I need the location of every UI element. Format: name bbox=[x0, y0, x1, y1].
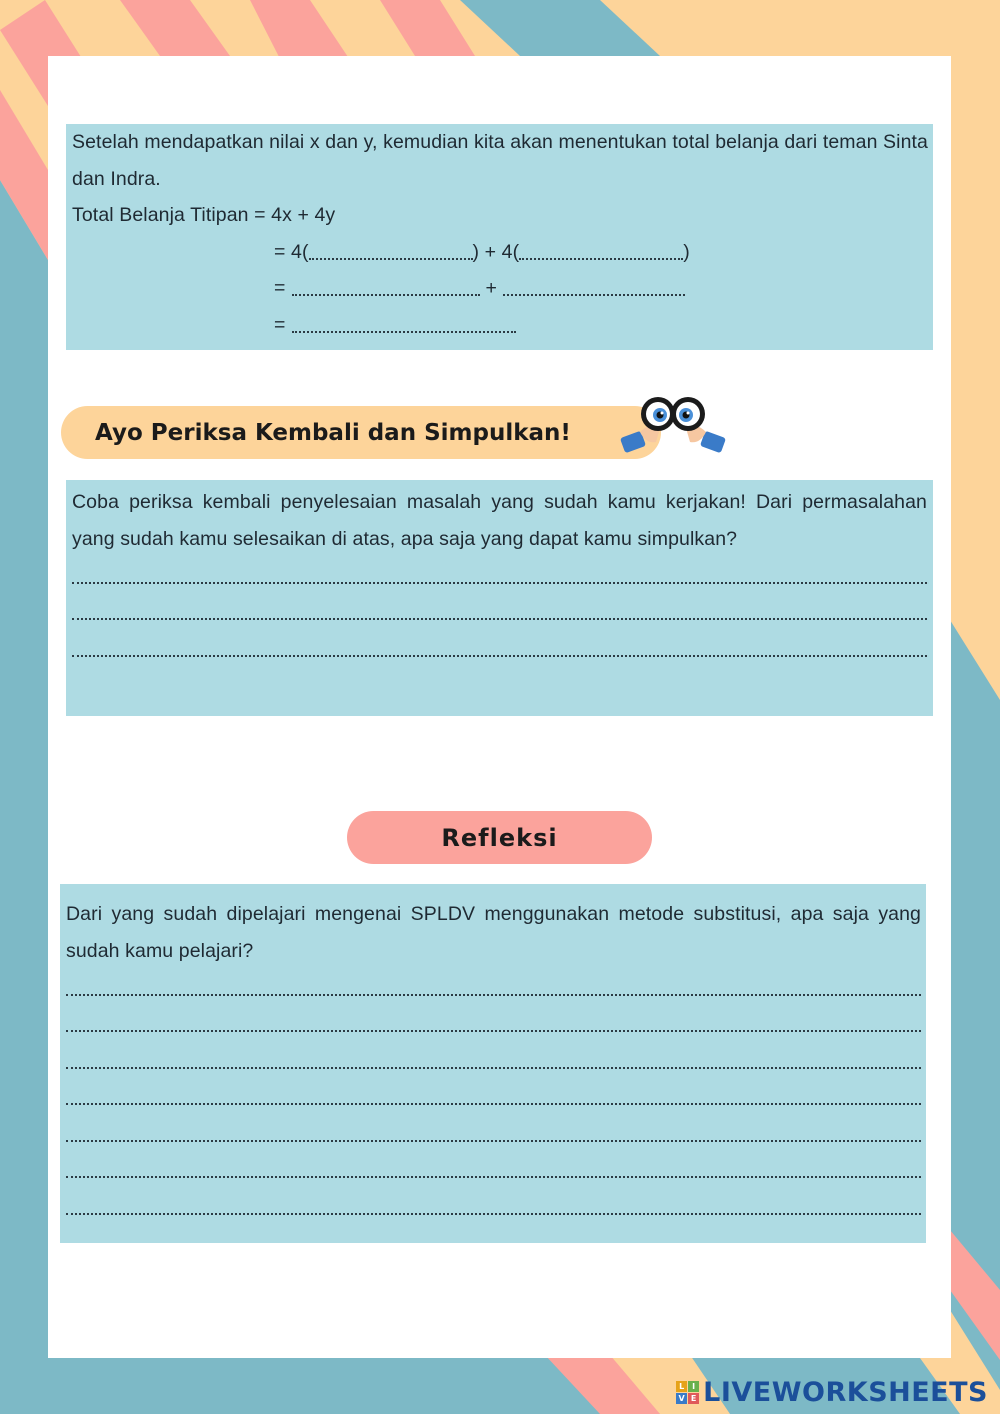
equation-row-substitute: = 4( ) + 4( ) bbox=[72, 234, 928, 271]
product-y-blank[interactable] bbox=[503, 274, 685, 296]
logo-mark: L I V E bbox=[676, 1381, 699, 1404]
binoculars-icon bbox=[620, 392, 726, 462]
answer-line[interactable] bbox=[66, 1042, 921, 1079]
answer-line[interactable] bbox=[66, 1006, 921, 1043]
product-x-blank[interactable] bbox=[292, 274, 480, 296]
answer-line[interactable] bbox=[72, 630, 927, 667]
answer-line[interactable] bbox=[72, 594, 927, 631]
x-value-blank[interactable] bbox=[309, 238, 473, 260]
liveworksheets-logo bbox=[676, 1377, 988, 1408]
answer-line[interactable] bbox=[66, 1152, 921, 1189]
logo-text: LIVEWORKSHEETS bbox=[703, 1377, 988, 1408]
answer-line[interactable] bbox=[66, 1188, 921, 1225]
section-heading-check: Ayo Periksa Kembali dan Simpulkan! bbox=[61, 406, 661, 459]
reflection-box bbox=[60, 884, 926, 1243]
answer-line[interactable] bbox=[66, 969, 921, 1006]
total-blank[interactable] bbox=[292, 311, 516, 333]
intro-text: Setelah mendapatkan nilai x dan y, kemudian kita akan menentukan total belanja dari teman Sinta dan Indra. bbox=[72, 131, 928, 190]
answer-line[interactable] bbox=[66, 1079, 921, 1116]
answer-line[interactable] bbox=[72, 557, 927, 594]
reflection-question: Dari yang sudah dipelajari mengenai SPLDV menggunakan metode substitusi, apa saja yang sudah kamu pelajari? bbox=[66, 903, 921, 962]
calculation-box bbox=[66, 124, 933, 350]
conclusion-box bbox=[66, 480, 933, 716]
section-heading-reflection: Refleksi bbox=[347, 811, 652, 864]
equation-row-total: = bbox=[72, 307, 928, 344]
equation-row-products: = + bbox=[72, 270, 928, 307]
teal-left bbox=[0, 180, 48, 1414]
answer-line[interactable] bbox=[66, 1115, 921, 1152]
total-expression: Total Belanja Titipan = 4x + 4y bbox=[72, 204, 336, 226]
conclusion-question: Coba periksa kembali penyelesaian masalah yang sudah kamu kerjakan! Dari permasalahan yang sudah kamu selesaikan di atas, apa saja yang dapat kamu simpulkan? bbox=[72, 491, 927, 550]
y-value-blank[interactable] bbox=[519, 238, 683, 260]
conclusion-answer-area bbox=[72, 557, 927, 667]
reflection-answer-area bbox=[66, 969, 921, 1225]
